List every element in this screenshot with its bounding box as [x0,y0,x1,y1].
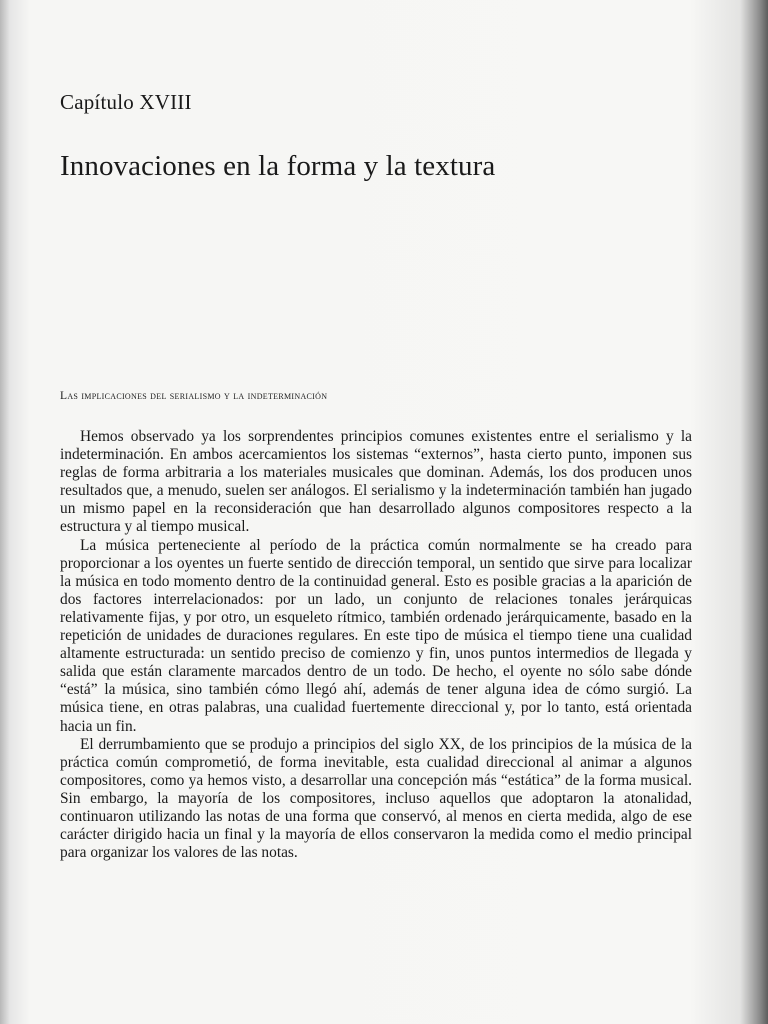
body-text [60,428,692,862]
chapter-title: Innovaciones en la forma y la textura [60,150,496,182]
section-heading: Las implicaciones del serialismo y la indeterminación [60,390,328,402]
paragraph-3: El derrumbamiento que se produjo a principios del siglo XX, de los principios de la música de la práctica común comprometió, de forma inevitable, esta cualidad direccional al animar a algunos compositores, como ya hemos visto, a desarrollar una concepción más “estática” de la forma musical. Sin embargo, la mayoría de los compositores, incluso aquellos que adoptaron la atonalidad, continuaron utilizando las notas de una forma que conservó, al menos en cierta medida, algo de ese carácter dirigido hacia un final y la mayoría de ellos conservaron la medida como el medio principal para organizar los valores de las notas. [60,735,692,862]
paragraph-2: La música perteneciente al período de la práctica común normalmente se ha creado para proporcionar a los oyentes un fuerte sentido de dirección temporal, un sentido que sirve para localizar la música en todo momento dentro de la continuidad general. Esto es posible gracias a la aparición de dos factores interrelacionados: por un lado, un conjunto de relaciones tonales jerárquicas relativamente fijas, y por otro, un esqueleto rítmico, también ordenado jerárquicamente, basado en la repetición de unidades de duraciones regulares. En este tipo de música el tiempo tiene una cualidad altamente estructurada: un sentido preciso de comienzo y fin, unos puntos intermedios de llegada y salida que están claramente marcados dentro de un todo. De hecho, el oyente no sólo sabe dónde “está” la música, sino también cómo llegó ahí, además de tener alguna idea de cómo surgió. La música tiene, en otras palabras, una cualidad fuertemente direccional y, por lo tanto, está orientada hacia un fin. [60,536,692,735]
chapter-label: Capítulo XVIII [60,90,192,114]
paragraph-1: Hemos observado ya los sorprendentes principios comunes existentes entre el serialismo y la indeterminación. En ambos acercamientos los sistemas “externos”, hasta cierto punto, imponen sus reglas de forma arbitraria a los materiales musicales que dominan. Además, los dos producen unos resultados que, a menudo, suelen ser análogos. El serialismo y la indeterminación también han jugado un mismo papel en la reconsideración que han desarrollado algunos compositores respecto a la estructura y al tiempo musical. [60,428,692,536]
